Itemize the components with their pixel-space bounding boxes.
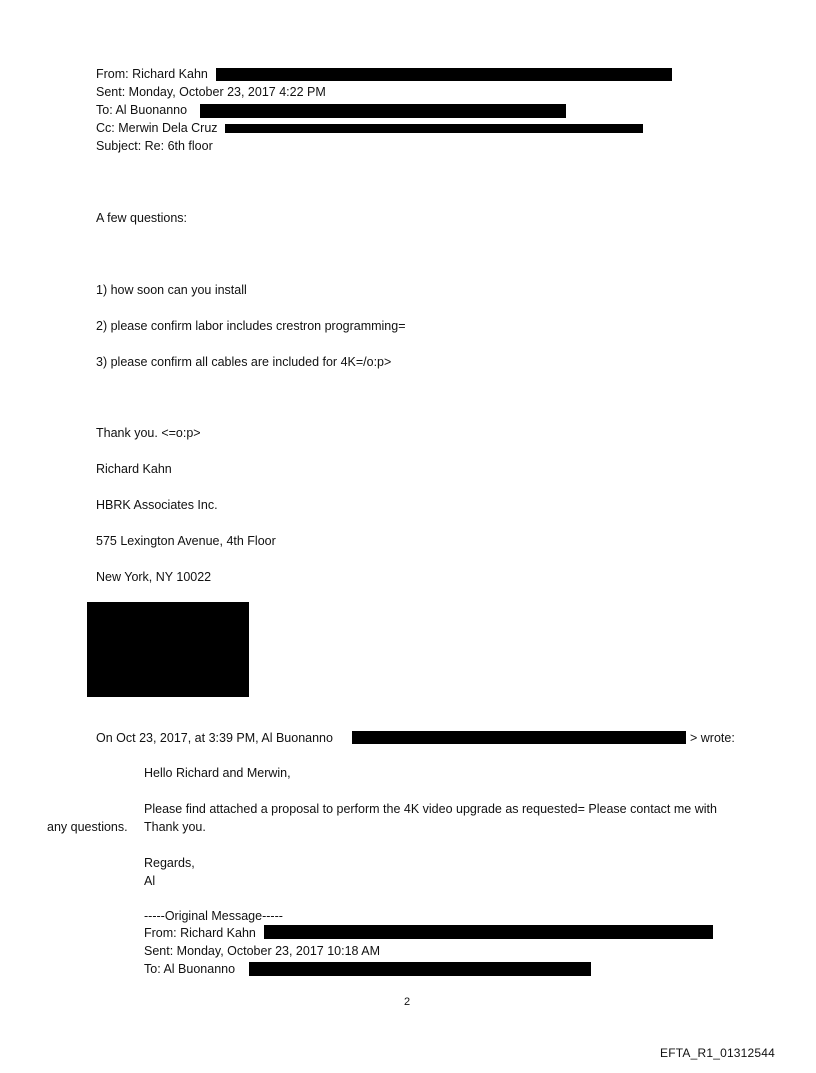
question-3: 3) please confirm all cables are included for 4K=/o:p> <box>96 355 392 369</box>
redaction-to-email <box>200 104 566 118</box>
to-line: To: Al Buonanno <box>96 103 188 117</box>
redaction-orig-from-email <box>264 925 713 939</box>
thanks-text: Thank you. <=o:p> <box>96 426 201 440</box>
cc-line: Cc: Merwin Dela Cruz <box>96 121 218 135</box>
quote-attribution: On Oct 23, 2017, at 3:39 PM, Al Buonanno <box>96 731 333 745</box>
page-number: 2 <box>404 996 411 1008</box>
redaction-from-email <box>216 68 672 81</box>
document-id: EFTA_R1_01312544 <box>660 1046 776 1060</box>
question-2: 2) please confirm labor includes crestron programming= <box>96 319 406 333</box>
redaction-signature-block <box>87 602 249 697</box>
quote-greeting: Hello Richard and Merwin, <box>144 766 291 780</box>
orig-sent-line: Sent: Monday, October 23, 2017 10:18 AM <box>144 944 381 958</box>
quote-paragraph-line2-right: Thank you. <box>144 820 206 834</box>
redaction-orig-to-email <box>249 962 591 976</box>
quote-paragraph-line1: Please find attached a proposal to perform the 4K video upgrade as requested= Please contact me with <box>144 802 717 816</box>
redaction-cc-email <box>225 124 643 133</box>
orig-to-line: To: Al Buonanno <box>144 962 236 976</box>
signature-company: HBRK Associates Inc. <box>96 498 218 512</box>
sent-line: Sent: Monday, October 23, 2017 4:22 PM <box>96 85 326 99</box>
intro-text: A few questions: <box>96 211 188 225</box>
quote-regards: Regards, <box>144 856 195 870</box>
original-message-marker: -----Original Message----- <box>144 909 283 923</box>
from-line: From: Richard Kahn <box>96 67 208 81</box>
quote-paragraph-line2-left: any questions. <box>47 820 128 834</box>
signature-city: New York, NY 10022 <box>96 570 212 584</box>
subject-line: Subject: Re: 6th floor <box>96 139 213 153</box>
quote-attribution-suffix: > wrote: <box>690 731 735 745</box>
orig-from-line: From: Richard Kahn <box>144 926 256 940</box>
redaction-attribution-email <box>352 731 686 744</box>
quote-regards-name: Al <box>144 874 156 888</box>
signature-name: Richard Kahn <box>96 462 172 476</box>
question-1: 1) how soon can you install <box>96 283 247 297</box>
signature-address: 575 Lexington Avenue, 4th Floor <box>96 534 276 548</box>
